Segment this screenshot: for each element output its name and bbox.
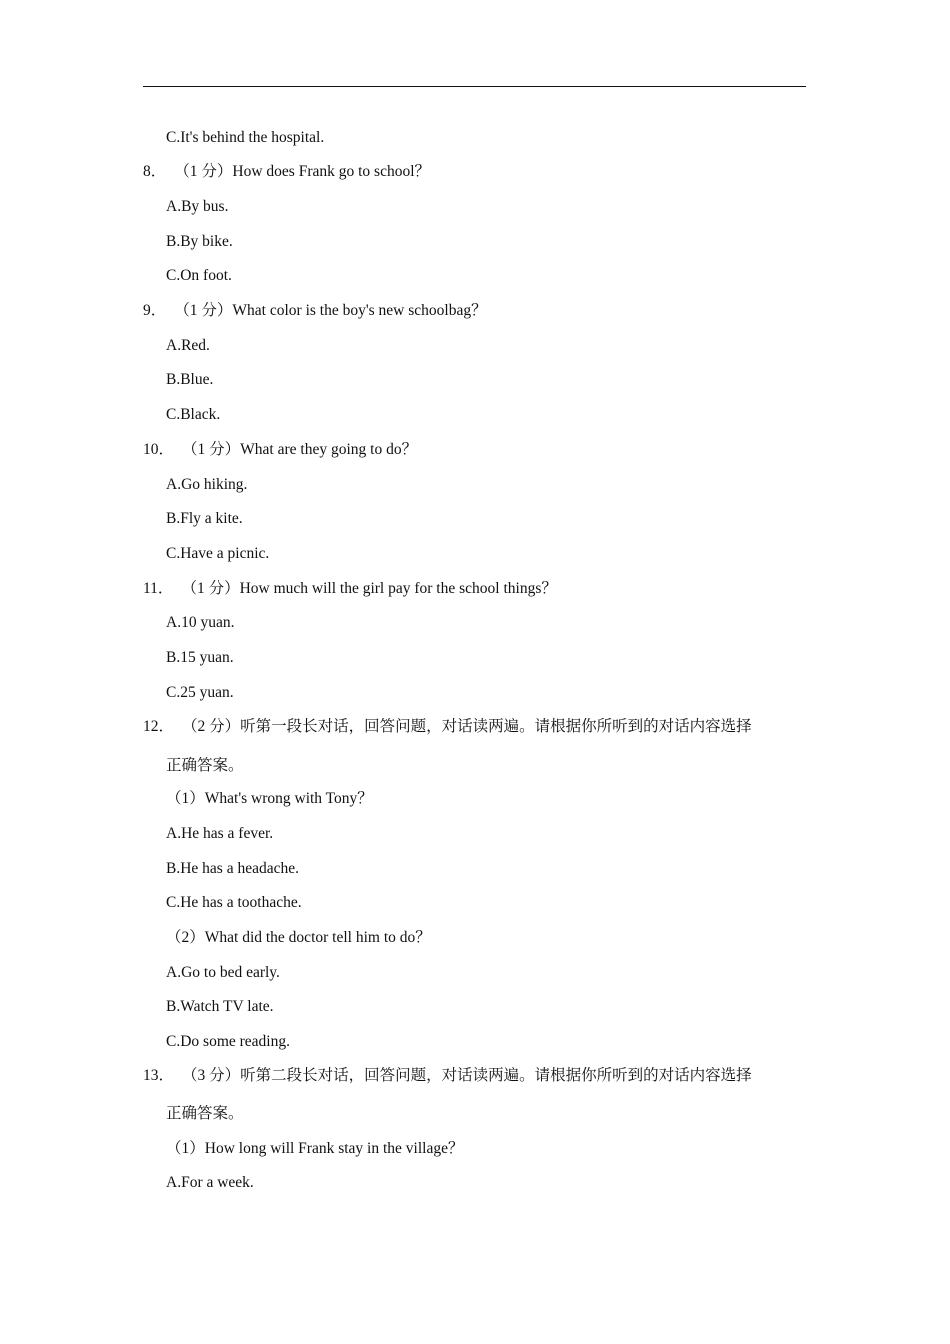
question-9 [143,301,487,321]
answer-option: B.He has a headache. [166,860,299,877]
answer-option: B.Watch TV late. [166,998,274,1015]
answer-option: C.On foot. [166,267,232,284]
answer-option: A.10 yuan. [166,614,235,631]
question-number: 8． [143,163,167,180]
answer-option: A.Go to bed early. [166,964,280,981]
question-number: 10． [143,441,175,458]
answer-option: B.By bike. [166,233,233,250]
answer-option: A.For a week. [166,1174,254,1191]
question-12 [143,717,752,737]
answer-option: C.He has a toothache. [166,894,302,911]
question-continuation: 正确答案。 [166,1105,244,1122]
question-text: What color is the boy's new schoolbag？ [232,302,487,319]
answer-option: C.Black. [166,406,221,423]
question-score: （1 分） [174,302,233,319]
question-text: How much will the girl pay for the school things？ [239,580,557,597]
answer-option: C.Have a picnic. [166,545,270,562]
question-13 [143,1066,752,1086]
question-text: 听第二段长对话，回答问题，对话读两遍。请根据你所听到的对话内容选择 [240,1067,752,1084]
question-number: 11． [143,580,174,597]
answer-option: B.Fly a kite. [166,510,243,527]
answer-option: A.Red. [166,337,210,354]
sub-question: （1）What's wrong with Tony？ [166,790,373,807]
question-11 [143,579,557,599]
sub-question: （2）What did the doctor tell him to do？ [166,929,431,946]
question-text: How does Frank go to school？ [232,163,431,180]
sub-question: （1）How long will Frank stay in the village？ [166,1140,464,1157]
question-number: 9． [143,302,167,319]
answer-option: A.By bus. [166,198,229,215]
question-10 [143,440,417,460]
question-score: （2 分） [182,718,241,735]
question-continuation: 正确答案。 [166,757,244,774]
answer-option: C.25 yuan. [166,684,234,701]
header-rule [143,86,806,87]
question-number: 12． [143,718,175,735]
question-text: What are they going to do？ [240,441,418,458]
question-8 [143,162,430,182]
answer-option: A.He has a fever. [166,825,274,842]
answer-option: B.Blue. [166,371,214,388]
question-score: （1 分） [174,163,233,180]
question-number: 13． [143,1067,175,1084]
answer-option: B.15 yuan. [166,649,234,666]
question-score: （1 分） [181,580,240,597]
question-text: 听第一段长对话，回答问题，对话读两遍。请根据你所听到的对话内容选择 [240,718,752,735]
answer-option: A.Go hiking. [166,476,248,493]
answer-option: C.Do some reading. [166,1033,290,1050]
question-score: （1 分） [182,441,241,458]
question-score: （3 分） [182,1067,241,1084]
answer-option: C.It's behind the hospital. [166,129,325,146]
